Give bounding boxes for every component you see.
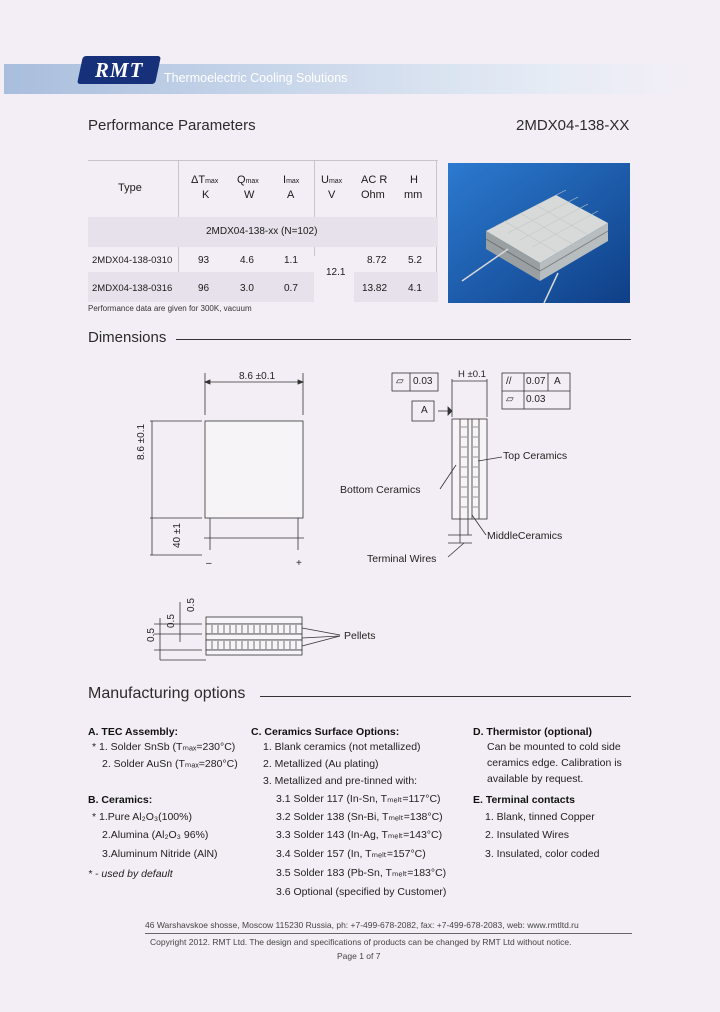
list-item: 2. Solder AuSn (Tₘₐₓ=280°C) [102, 758, 238, 770]
list-item: 3.5 Solder 183 (Pb-Sn, Tₘₑₗₜ=183°C) [276, 867, 447, 879]
footer-rule [145, 933, 632, 934]
list-item: 2.Alumina (Al₂O₃ 96%) [102, 829, 209, 841]
row-q: 4.6 [240, 255, 254, 266]
footer-copyright: Copyright 2012. RMT Ltd. The design and specifications of products can be changed by RMT Ltd without notice. [150, 937, 572, 947]
tec-module-image [448, 163, 630, 303]
row-h: 4.1 [408, 283, 422, 294]
col-unit: W [244, 189, 255, 201]
col-acr: AC R [361, 174, 388, 186]
manufacturing-title: Manufacturing options [88, 685, 246, 702]
col-label: ΔT [191, 174, 206, 186]
section-rule [260, 696, 631, 697]
performance-table [88, 160, 438, 302]
group-row-label: 2MDX04-138-xx (N=102) [206, 226, 318, 237]
rmt-logo [77, 56, 161, 84]
terminal-contacts-heading: E. Terminal contacts [473, 794, 575, 806]
flatness-value: 0.03 [413, 376, 433, 387]
row-q: 3.0 [240, 283, 254, 294]
list-item: * 1. Solder SnSb (Tₘₐₓ=230°C) [92, 741, 236, 753]
dimensions-title: Dimensions [88, 329, 167, 346]
ceramic-thickness: 0.5 [186, 598, 197, 612]
col-type: Type [118, 182, 142, 194]
flatness-symbol: ▱ [506, 394, 514, 405]
side-view-drawing [380, 365, 630, 575]
product-photo [448, 163, 630, 303]
ceramic-thickness: 0.5 [166, 614, 177, 628]
col-dtmax [191, 174, 218, 186]
list-item: 3.1 Solder 117 (In-Sn, Tₘₑₗₜ=117°C) [276, 793, 441, 805]
row-type: 2MDX04-138-0310 [92, 255, 173, 266]
performance-title: Performance Parameters [88, 117, 256, 134]
col-unit: mm [404, 189, 423, 201]
list-item: 3. Metallized and pre-tinned with: [263, 775, 418, 787]
model-number: 2MDX04-138-XX [516, 117, 630, 134]
terminal-wires-label: Terminal Wires [367, 553, 437, 565]
list-item: 2. Insulated Wires [485, 829, 570, 841]
header-tagline: Thermoelectric Cooling Solutions [164, 71, 348, 85]
row-i: 0.7 [284, 283, 298, 294]
height-dimension: 8.6 ±0.1 [136, 423, 147, 460]
top-ceramics-label: Top Ceramics [503, 450, 568, 462]
col-sub: max [245, 178, 259, 185]
flatness2-value: 0.03 [526, 394, 546, 405]
parallelism-datum: A [554, 376, 561, 387]
minus-terminal: – [206, 558, 212, 569]
flatness-symbol: ▱ [396, 376, 404, 387]
middle-ceramics-label: MiddleCeramics [487, 530, 563, 542]
footer-address: 46 Warshavskoe shosse, Moscow 115230 Russia, ph: +7-499-678-2082, fax: +7-499-678-2083, web: www.rmtltd.ru [145, 920, 579, 930]
page-number: Page 1 of 7 [337, 951, 381, 961]
default-note: * - used by default [88, 868, 173, 880]
pellets-label: Pellets [344, 630, 376, 642]
list-item: 2. Metallized (Au plating) [263, 758, 379, 770]
list-item: 3.6 Optional (specified by Customer) [276, 886, 447, 898]
col-label: Q [237, 174, 246, 186]
width-dimension: 8.6 ±0.1 [239, 371, 276, 382]
list-item: 3.4 Solder 157 (In, Tₘₑₗₜ=157°C) [276, 848, 426, 860]
list-item: 3.3 Solder 143 (In-Ag, Tₘₑₗₜ=143°C) [276, 829, 443, 841]
col-sub: max [205, 178, 219, 185]
row-ac: 8.72 [367, 255, 387, 266]
tec-assembly-heading: A. TEC Assembly: [88, 726, 179, 738]
list-item: 3. Insulated, color coded [485, 848, 600, 860]
logo-text: RMT [94, 57, 144, 82]
wire-dimension: 40 ±1 [172, 523, 183, 548]
parallelism-value: 0.07 [526, 376, 546, 387]
thermistor-line: ceramics edge. Calibration is [487, 757, 622, 769]
row-dt: 93 [198, 255, 210, 266]
list-item: * 1.Pure Al₂O₃(100%) [92, 811, 192, 823]
parallelism-symbol: // [506, 376, 512, 387]
h-dimension: H ±0.1 [458, 369, 486, 380]
thermistor-line: available by request. [487, 773, 584, 785]
performance-note: Performance data are given for 300K, vacuum [88, 304, 252, 313]
section-rule [176, 339, 631, 340]
surface-options-heading: C. Ceramics Surface Options: [251, 726, 400, 738]
col-imax [283, 174, 299, 186]
row-i: 1.1 [284, 255, 298, 266]
list-item: 1. Blank, tinned Copper [485, 811, 595, 823]
col-label: I [283, 174, 287, 186]
thermistor-heading: D. Thermistor (optional) [473, 726, 592, 738]
col-unit: V [328, 189, 336, 201]
col-h: H [410, 174, 418, 186]
datum-label: A [421, 405, 428, 416]
col-label: U [321, 174, 329, 186]
col-umax [321, 174, 342, 186]
row-h: 5.2 [408, 255, 422, 266]
row-dt: 96 [198, 283, 210, 294]
ceramic-thickness: 0.5 [146, 628, 157, 642]
row-ac: 13.82 [362, 283, 388, 294]
umax-cell [314, 256, 354, 302]
col-qmax [237, 174, 259, 186]
umax-value: 12.1 [326, 267, 346, 278]
col-sub: max [286, 178, 300, 185]
front-view-drawing [130, 360, 350, 580]
col-unit: Ohm [361, 189, 385, 201]
bottom-ceramics-label: Bottom Ceramics [340, 484, 421, 496]
plus-terminal: + [296, 558, 302, 569]
list-item: 3.2 Solder 138 (Sn-Bi, Tₘₑₗₜ=138°C) [276, 811, 443, 823]
ceramics-heading: B. Ceramics: [88, 794, 153, 806]
col-unit: A [287, 189, 295, 201]
list-item: 3.Aluminum Nitride (AlN) [102, 848, 218, 860]
col-unit: K [202, 189, 210, 201]
list-item: 1. Blank ceramics (not metallized) [263, 741, 421, 753]
row-type: 2MDX04-138-0316 [92, 283, 173, 294]
thermistor-line: Can be mounted to cold side [487, 741, 621, 753]
col-sub: max [328, 178, 343, 185]
